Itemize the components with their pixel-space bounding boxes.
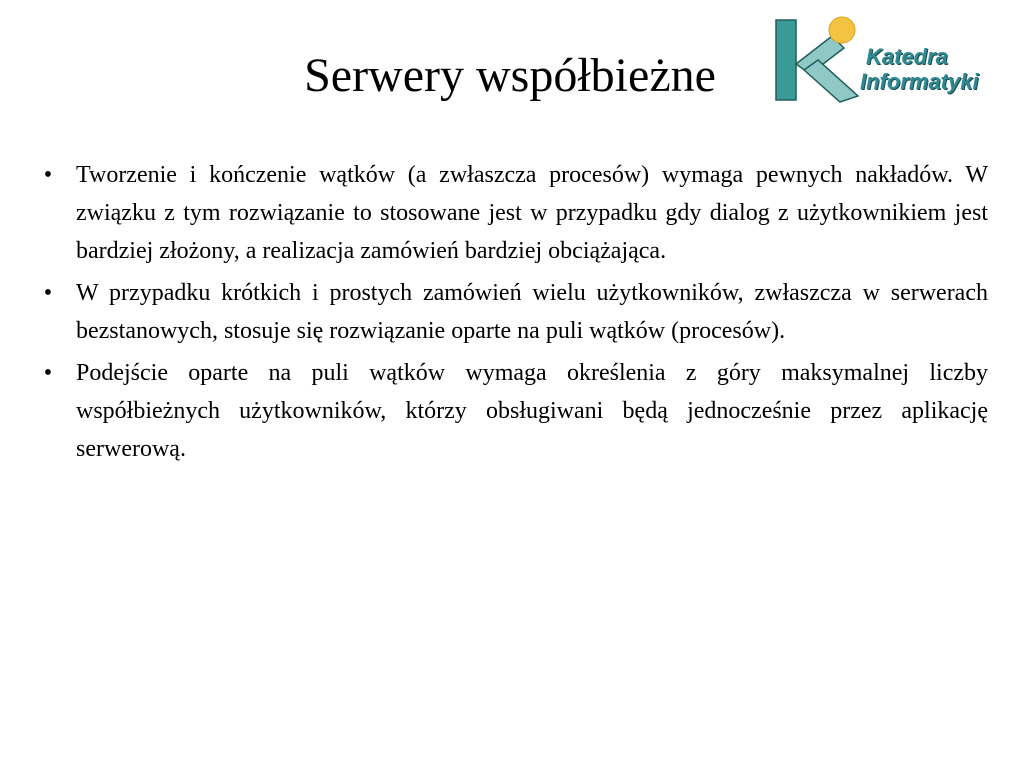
slide-title: Serwery współbieżne (304, 49, 716, 102)
bullet-dot-icon: • (43, 162, 53, 188)
logo-text-line1: Katedra (866, 44, 948, 69)
logo-text (860, 44, 979, 94)
bullet-text: Podejście oparte na puli wątków wymaga określenia z góry maksymalnej liczby współbieżnych użytkowników, którzy obsługiwani będą jednocześnie przez aplikację serwerową. (76, 360, 988, 462)
katedra-logo (774, 14, 1010, 106)
logo-text-line2: Informatyki (860, 69, 979, 94)
bullet-item (38, 354, 988, 468)
bullet-dot-icon: • (43, 360, 53, 386)
bullet-item (38, 274, 988, 350)
katedra-k-logo-icon (774, 14, 864, 106)
bullet-list (38, 156, 988, 472)
bullet-dot-icon: • (43, 280, 53, 306)
bullet-text: W przypadku krótkich i prostych zamówień wielu użytkowników, zwłaszcza w serwerach bezstanowych, stosuje się rozwiązanie oparte na puli wątków (procesów). (76, 280, 988, 344)
bullet-item (38, 156, 988, 270)
bullet-text: Tworzenie i kończenie wątków (a zwłaszcza procesów) wymaga pewnych nakładów. W związku z tym rozwiązanie to stosowane jest w przypadku gdy dialog z użytkownikiem jest bardziej złożony, a realizacja zamówień bardziej obciążająca. (76, 162, 988, 264)
